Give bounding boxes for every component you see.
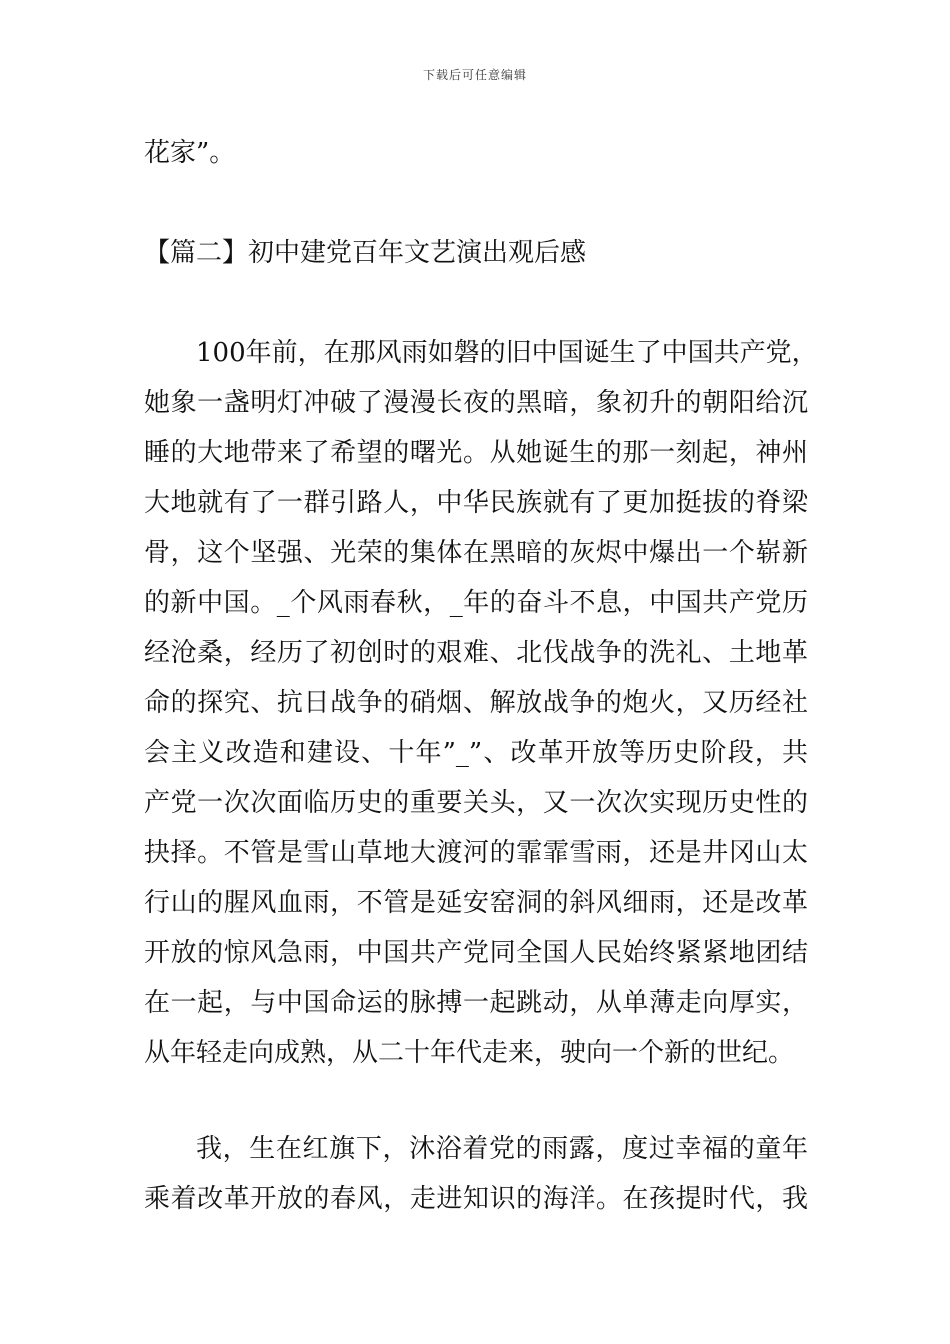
paragraph-line: 命的探究、抗日战争的硝烟、解放战争的炮火，又历经社 [144, 688, 808, 718]
paragraph-line: 会主义改造和建设、十年”_”、改革开放等历史阶段，共 [144, 738, 808, 768]
document-body [144, 128, 818, 1224]
carryover-line: 花家”。 [144, 138, 236, 168]
paragraph-line: 大地就有了一群引路人，中华民族就有了更加挺拔的脊梁 [144, 488, 808, 518]
paragraph-2 [144, 1124, 808, 1224]
paragraph-line: 的新中国。_个风雨春秋，_年的奋斗不息，中国共产党历 [144, 588, 808, 618]
paragraph-gap [144, 1078, 808, 1124]
paragraph-line: 我，生在红旗下，沐浴着党的雨露，度过幸福的童年 [196, 1134, 808, 1164]
paragraph-line: 从年轻走向成熟，从二十年代走来，驶向一个新的世纪。 [144, 1038, 795, 1068]
paragraph-line: 经沧桑，经历了初创时的艰难、北伐战争的洗礼、土地革 [144, 638, 808, 668]
paragraph-gap [144, 178, 808, 228]
paragraph-gap [144, 278, 808, 328]
paragraph-line: 她象一盏明灯冲破了漫漫长夜的黑暗，象初升的朝阳给沉 [144, 388, 808, 418]
paragraph-line: 行山的腥风血雨，不管是延安窑洞的斜风细雨，还是改革 [144, 888, 808, 918]
section-title: 【篇二】初中建党百年文艺演出观后感 [144, 238, 587, 268]
paragraph-line: 抉择。不管是雪山草地大渡河的霏霏雪雨，还是井冈山太 [144, 838, 808, 868]
paragraph-line: 睡的大地带来了希望的曙光。从她诞生的那一刻起，神州 [144, 438, 808, 468]
paragraph-line: 开放的惊风急雨，中国共产党同全国人民始终紧紧地团结 [144, 938, 808, 968]
paragraph-line: 100年前，在那风雨如磐的旧中国诞生了中国共产党， [196, 338, 818, 368]
page-header-note: 下载后可任意编辑 [422, 68, 527, 82]
paragraph-line: 在一起，与中国命运的脉搏一起跳动，从单薄走向厚实， [144, 988, 808, 1018]
paragraph-line: 产党一次次面临历史的重要关头，又一次次实现历史性的 [144, 788, 808, 818]
paragraph-line: 乘着改革开放的春风，走进知识的海洋。在孩提时代，我 [144, 1184, 808, 1214]
paragraph-1 [144, 328, 818, 1078]
paragraph-line: 骨，这个坚强、光荣的集体在黑暗的灰烬中爆出一个崭新 [144, 538, 808, 568]
